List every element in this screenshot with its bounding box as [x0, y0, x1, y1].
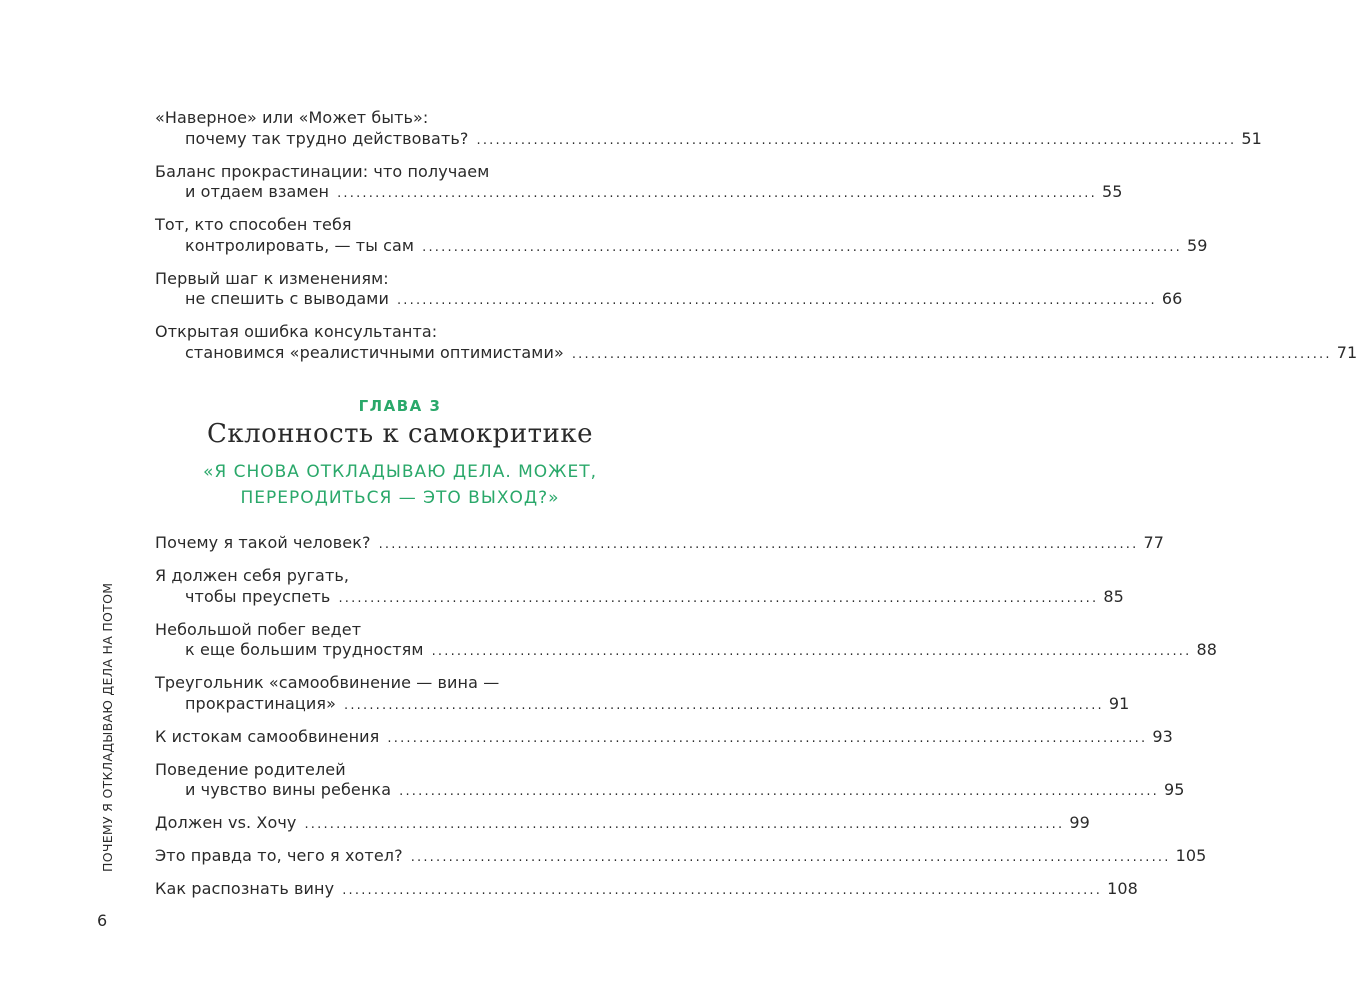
- toc-page-number: 71: [1336, 342, 1357, 362]
- toc-entry-title: Я должен себя ругать,: [155, 566, 350, 585]
- dot-leader: ........................................................................................................................: [344, 697, 1104, 713]
- toc-entry-title-end: к еще большим трудностям: [185, 640, 424, 659]
- dot-leader: ........................................................................................................................: [378, 537, 1139, 552]
- toc-entry-row: [155, 640, 1218, 663]
- toc-entry-title-end: Как распознать вину: [155, 879, 335, 898]
- toc-entry-title-end: не спешить с выводами: [185, 289, 389, 308]
- dot-leader: ........................................................................................................................: [337, 186, 1097, 201]
- dot-leader: ........................................................................................................................: [396, 293, 1157, 308]
- dot-leader: ........................................................................................................................: [431, 644, 1192, 659]
- toc-entry-title-end: прокрастинация»: [185, 693, 337, 713]
- toc-entry-title-end: становимся «реалистичными оптимистами»: [185, 342, 564, 362]
- toc-entry-title-end: и чувство вины ребенка: [185, 780, 392, 799]
- toc-entry-row: [155, 235, 1208, 259]
- toc-entry: [155, 673, 1130, 716]
- toc-entry-row: [155, 128, 1262, 152]
- dot-leader: ........................................................................................................................: [338, 590, 1099, 606]
- dot-leader: ........................................................................................................................: [399, 784, 1159, 799]
- toc-entry-title-end: Почему я такой человек?: [155, 533, 371, 552]
- toc-entry-row: [155, 533, 1165, 556]
- toc-entry-row: [155, 182, 1123, 205]
- toc-entry: [155, 879, 1138, 902]
- toc-entry-row: [155, 342, 1357, 366]
- page-number: 6: [97, 911, 108, 930]
- toc-entry-title-end: К истокам самообвинения: [155, 726, 380, 746]
- toc-entry: [155, 813, 1090, 836]
- toc-entry-title: «Наверное» или «Может быть»:: [155, 108, 429, 127]
- toc-page-number: 51: [1241, 128, 1262, 148]
- toc-entry: [155, 726, 1173, 750]
- toc-page-number: 88: [1196, 640, 1218, 659]
- toc-entry: [155, 533, 1165, 556]
- toc-entry-title: Открытая ошибка консультанта:: [155, 322, 438, 341]
- toc-entry: [155, 215, 1208, 258]
- toc-entry: [155, 566, 1124, 609]
- chapter-heading: [0, 397, 800, 511]
- toc-section-1: [155, 108, 1357, 376]
- toc-page-number: 93: [1152, 726, 1173, 746]
- toc-entry-title: Небольшой побег ведет: [155, 619, 362, 639]
- toc-entry: [155, 619, 1218, 663]
- chapter-title: Склонность к самокритике: [206, 419, 594, 449]
- toc-entry-title-end: Должен vs. Хочу: [155, 813, 297, 832]
- toc-entry-row: [155, 289, 1183, 312]
- dot-leader: ........................................................................................................................: [410, 850, 1171, 865]
- chapter-label: ГЛАВА 3: [358, 397, 442, 415]
- toc-entry: [155, 161, 1123, 205]
- toc-entry-title: Поведение родителей: [155, 759, 346, 779]
- running-head: ПОЧЕМУ Я ОТКЛАДЫВАЮ ДЕЛА НА ПОТОМ: [100, 582, 115, 872]
- toc-entry-title-end: чтобы преуспеть: [185, 586, 331, 606]
- toc-entry: [155, 108, 1262, 151]
- dot-leader: ........................................................................................................................: [304, 817, 1065, 832]
- toc-entry-row: [155, 726, 1173, 750]
- toc-page-number: 85: [1103, 586, 1124, 606]
- toc-page-number: 77: [1143, 533, 1165, 552]
- toc-page-number: 55: [1101, 182, 1123, 201]
- chapter-subtitle: [0, 459, 800, 511]
- dot-leader: ........................................................................................................................: [387, 730, 1148, 746]
- toc-entry-row: [155, 780, 1185, 803]
- toc-entry-title: Баланс прокрастинации: что получаем: [155, 161, 490, 181]
- toc-entry-row: [155, 813, 1090, 836]
- toc-entry: [155, 268, 1183, 312]
- toc-page-number: 99: [1069, 813, 1090, 832]
- toc-entry: [155, 322, 1357, 365]
- toc-entry: [155, 759, 1185, 803]
- toc-entry-row: [155, 879, 1138, 902]
- toc-entry-title-end: и отдаем взамен: [185, 182, 330, 201]
- dot-leader: ........................................................................................................................: [422, 239, 1182, 255]
- dot-leader: ........................................................................................................................: [476, 132, 1237, 148]
- toc-page-number: 66: [1161, 289, 1183, 308]
- chapter-subtitle-line-1: «Я СНОВА ОТКЛАДЫВАЮ ДЕЛА. МОЖЕТ,: [202, 462, 598, 482]
- toc-entry-title-end: почему так трудно действовать?: [185, 128, 469, 148]
- toc-section-2: [155, 533, 1218, 912]
- chapter-subtitle-line-2: ПЕРЕРОДИТЬСЯ — ЭТО ВЫХОД?»: [240, 488, 560, 508]
- toc-entry-title: Тот, кто способен тебя: [155, 215, 352, 234]
- toc-page-number: 59: [1187, 235, 1208, 255]
- toc-page-number: 108: [1107, 879, 1138, 898]
- dot-leader: ........................................................................................................................: [342, 883, 1103, 898]
- toc-entry-row: [155, 693, 1130, 717]
- toc-page-number: 91: [1108, 693, 1130, 713]
- toc-entry-row: [155, 846, 1207, 869]
- toc-entry-title: Треугольник «самообвинение — вина —: [155, 673, 500, 692]
- toc-page-number: 105: [1175, 846, 1207, 865]
- toc-page-number: 95: [1164, 780, 1185, 799]
- toc-entry-row: [155, 586, 1124, 610]
- toc-entry-title-end: Это правда то, чего я хотел?: [155, 846, 403, 865]
- toc-entry: [155, 846, 1207, 869]
- toc-entry-title: Первый шаг к изменениям:: [155, 268, 389, 288]
- toc-entry-title-end: контролировать, — ты сам: [185, 235, 415, 255]
- dot-leader: ........................................................................................................................: [571, 346, 1332, 362]
